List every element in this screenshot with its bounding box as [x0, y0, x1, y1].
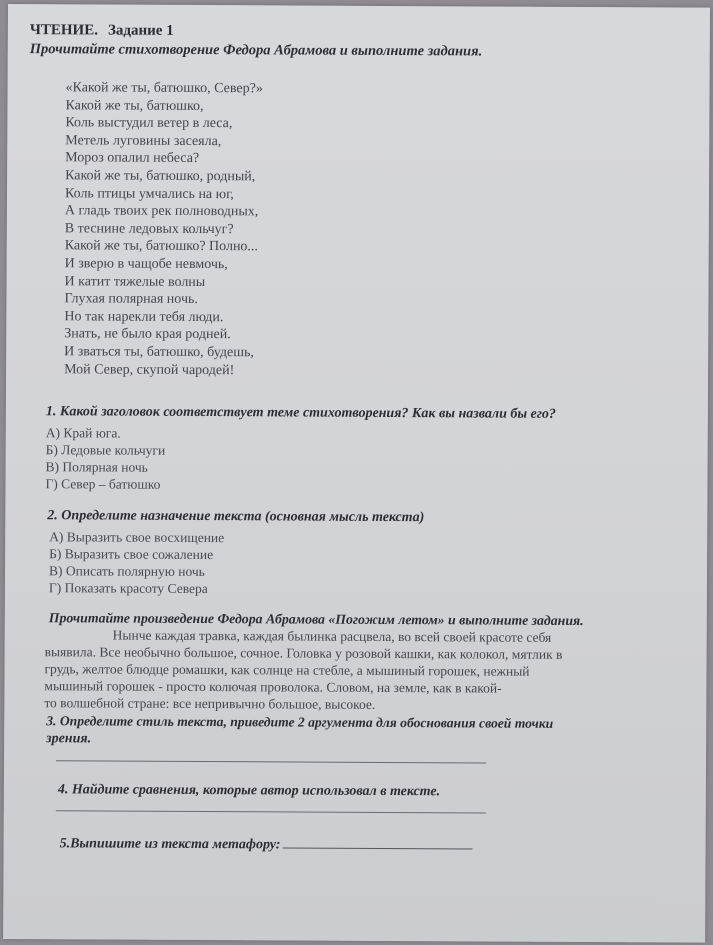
- task-number: Задание 1: [107, 22, 174, 39]
- answer-option[interactable]: В) Описать полярную ночь: [48, 563, 205, 580]
- answer-line[interactable]: [282, 835, 472, 849]
- poem-line: Мой Север, скупой чародей!: [64, 361, 235, 378]
- question-4: 4. Найдите сравнения, которые автор использовал в тексте.: [57, 782, 441, 800]
- answer-option[interactable]: Г) Север – батюшко: [45, 476, 161, 492]
- answer-option[interactable]: А) Край юга.: [45, 425, 121, 441]
- poem-line: Какой же ты, батюшко,: [65, 97, 204, 114]
- prose-line: мышиный горошек - просто колючая проволока. Словом, на земле, как в какой-: [44, 678, 502, 696]
- poem-line: Но так нарекли тебя люди.: [64, 309, 224, 325]
- question-1-options: [45, 424, 165, 493]
- poem-line: Мороз опалил небеса?: [65, 150, 200, 167]
- question-2-options: [49, 528, 224, 597]
- answer-option[interactable]: Б) Выразить свое сожаление: [49, 546, 214, 563]
- answer-line[interactable]: [56, 810, 486, 813]
- answer-option[interactable]: Б) Ледовые кольчуги: [45, 442, 166, 458]
- section-title: ЧТЕНИЕ.: [29, 22, 99, 39]
- poem-line: «Какой же ты, батюшко, Север?»: [65, 80, 263, 97]
- prose-text: [44, 626, 704, 714]
- poem-line: Коль птицы умчались на юг,: [64, 185, 234, 202]
- poem-line: Знать, не было края родней.: [64, 326, 231, 343]
- poem-line: Коль выстудил ветер в леса,: [65, 115, 233, 132]
- poem-line: И зваться ты, батюшко, будешь,: [64, 344, 254, 361]
- poem-line: И зверю в чащобе невмочь,: [64, 256, 228, 273]
- poem-instruction: Прочитайте стихотворение Федора Абрамова и выполните задания.: [29, 41, 483, 60]
- question-1: 1. Какой заголовок соответствует теме стихотворения? Как вы назвали бы его?: [45, 404, 556, 422]
- poem-line: Глухая полярная ночь.: [64, 291, 198, 308]
- answer-option[interactable]: А) Выразить свое восхищение: [49, 529, 225, 546]
- question-3-continued: зрения.: [46, 731, 92, 747]
- question-5-text: 5.Выпишите из текста метафору:: [59, 836, 281, 853]
- prose-line: выявила. Все необычно большое, сочное. Головка у розовой кашки, как колокол, мятлик в: [44, 644, 563, 662]
- poem: [64, 79, 263, 379]
- worksheet-page: [3, 4, 710, 943]
- question-2: 2. Определите назначение текста (основная мысль текста): [47, 508, 425, 526]
- prose-line: Нынче каждая травка, каждая былинка расцвела, во всей своей красоте себя: [112, 627, 552, 645]
- answer-option[interactable]: В) Полярная ночь: [45, 459, 148, 475]
- prose-line: то волшебной стране: все непривычно большое, высокое.: [44, 695, 376, 712]
- prose-line: грудь, желтое блюдце ромашки, как солнце на стебле, а мышиный горошек, нежный: [44, 661, 530, 679]
- question-5: [60, 834, 473, 854]
- poem-line: Какой же ты, батюшко, родный,: [65, 168, 256, 185]
- page-header: [30, 22, 174, 40]
- prose-instruction: Прочитайте произведение Федора Абрамова «Погожим летом» и выполните задания.: [48, 610, 584, 629]
- poem-line: В теснине ледовых кольчуг?: [64, 221, 234, 237]
- poem-line: Какой же ты, батюшко? Полно...: [64, 238, 258, 255]
- poem-line: И катит тяжелые волны: [64, 273, 206, 290]
- poem-line: Метель луговины засеяла,: [65, 133, 222, 149]
- poem-line: А гладь твоих рек полноводных,: [64, 203, 259, 220]
- answer-line[interactable]: [56, 760, 486, 763]
- answer-option[interactable]: Г) Показать красоту Севера: [48, 580, 208, 597]
- question-3: 3. Определите стиль текста, приведите 2 аргумента для обоснования своей точки: [46, 713, 554, 731]
